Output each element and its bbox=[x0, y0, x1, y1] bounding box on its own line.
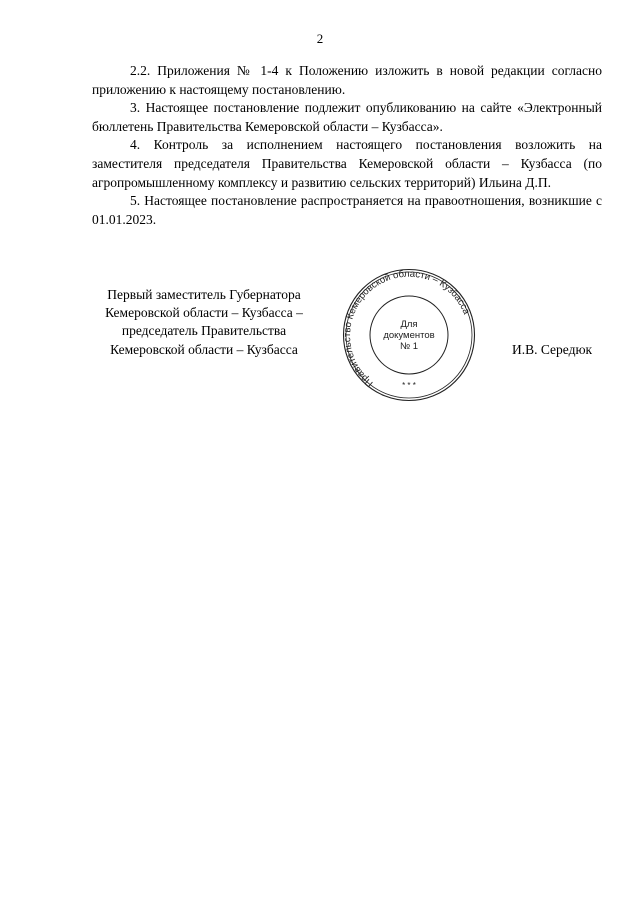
signer-position-line: Кемеровской области – Кузбасса – bbox=[105, 305, 303, 321]
paragraph-5: 5. Настоящее постановление распространяется на правоотношения, возникшие с 01.01.2023. bbox=[92, 193, 602, 227]
seal-center-line: документов bbox=[383, 330, 435, 341]
signer-position-line: Первый заместитель Губернатора bbox=[107, 287, 301, 302]
paragraph-2-2: 2.2. Приложения № 1-4 к Положению изложить в новой редакции согласно приложению к настоящему постановлению. bbox=[92, 63, 602, 97]
page-number: 2 bbox=[316, 31, 324, 46]
signer-position-line: председатель Правительства bbox=[121, 323, 287, 339]
signer-position-line: Кемеровской области – Кузбасса bbox=[110, 341, 298, 357]
seal-stars: * * * bbox=[402, 381, 416, 390]
seal-center-line: № 1 bbox=[399, 341, 419, 352]
document-body bbox=[92, 62, 602, 229]
paragraph-4: 4. Контроль за исполнением настоящего постановления возложить на заместителя председателя Правительства Кемеровской области – Кузбасса (по агропромышленному комплексу и развитию сельских территорий) Ильина Д.П. bbox=[92, 137, 602, 190]
signer-position bbox=[78, 286, 330, 359]
seal-center-line: Для bbox=[400, 319, 418, 330]
official-seal bbox=[342, 268, 476, 402]
paragraph-3: 3. Настоящее постановление подлежит опубликованию на сайте «Электронный бюллетень Правительства Кемеровской области – Кузбасса». bbox=[92, 100, 602, 134]
signee-name: И.В. Середюк bbox=[512, 342, 593, 357]
seal-ring-text: Правительство Кемеровской области – Кузбасса bbox=[342, 268, 472, 389]
